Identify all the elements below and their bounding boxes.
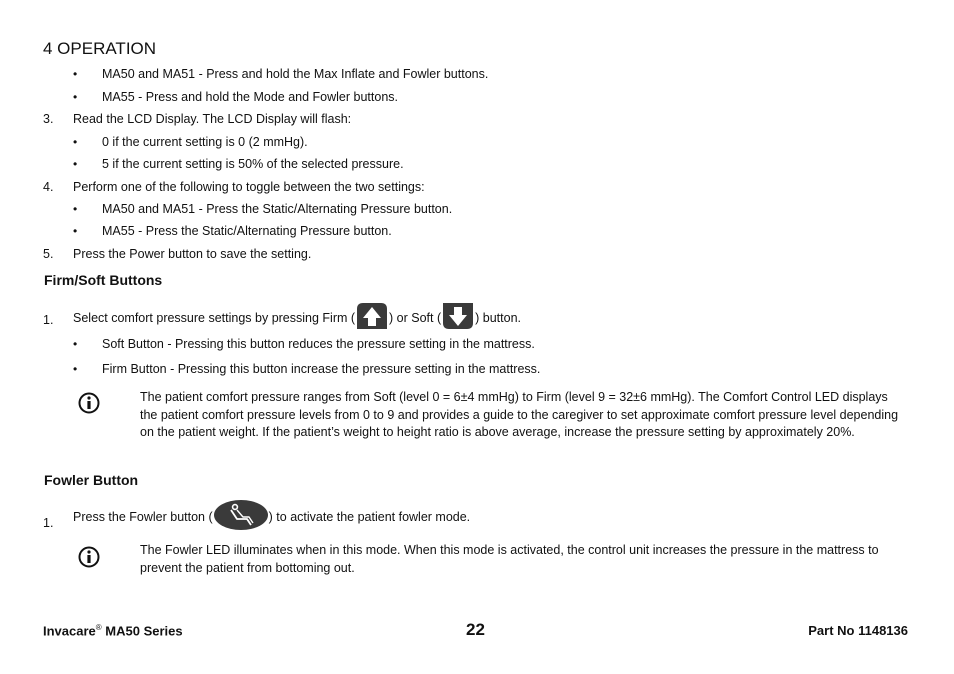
list-marker: • — [73, 337, 78, 351]
list-marker: • — [73, 362, 78, 376]
registered-mark: ® — [95, 623, 102, 632]
part-number: Part No 1148136 — [808, 623, 908, 638]
step-text: ) button. — [475, 310, 522, 325]
list-marker: • — [73, 135, 78, 149]
section-title: 4 OPERATION — [43, 39, 157, 58]
info-note: The Fowler LED illuminates when in this mode. When this mode is activated, the control unit increases the pressure in the mattress to prevent the patient from bottoming out. — [140, 543, 879, 575]
list-item: Firm Button - Pressing this button increase the pressure setting in the mattress. — [102, 362, 541, 376]
list-item: MA55 - Press and hold the Mode and Fowler buttons. — [102, 90, 398, 104]
info-icon — [78, 392, 100, 414]
list-marker: • — [73, 157, 78, 171]
list-marker: • — [73, 67, 78, 81]
step-text: Select comfort pressure settings by pressing Firm ( — [73, 310, 356, 325]
fowler-seat-icon — [213, 499, 269, 535]
list-item: Perform one of the following to toggle between the two settings: — [73, 180, 425, 194]
info-icon — [78, 546, 100, 568]
firm-soft-step — [73, 302, 521, 334]
list-marker: 5. — [43, 247, 54, 261]
list-item: Read the LCD Display. The LCD Display will flash: — [73, 112, 352, 126]
list-marker: • — [73, 90, 78, 104]
brand-name: Invacare — [43, 623, 96, 639]
list-item: MA55 - Press the Static/Alternating Pressure button. — [102, 224, 392, 238]
info-note: The patient comfort pressure ranges from Soft (level 0 = 6±4 mmHg) to Firm (level 9 = 32±6 mmHg). The Comfort Control LED displays the patient comfort pressure levels from 0 to 9 and provides a guide to the caregiver to set approximate comfort pressure level depending on the patient weight. If the patient’s weight to height ratio is above average, increase the pressure setting by approximately 20%. — [140, 390, 899, 439]
subsection-heading: Firm/Soft Buttons — [44, 272, 163, 288]
firm-up-arrow-icon — [355, 301, 389, 335]
step-text: Press the Fowler button ( — [73, 509, 213, 524]
list-marker: • — [73, 202, 78, 216]
footer-brand — [43, 623, 183, 638]
subsection-heading: Fowler Button — [44, 472, 139, 488]
list-marker: • — [73, 224, 78, 238]
series-name: MA50 Series — [101, 623, 183, 639]
list-item: MA50 and MA51 - Press and hold the Max Inflate and Fowler buttons. — [102, 67, 489, 81]
page-number: 22 — [466, 620, 485, 639]
step-text: ) to activate the patient fowler mode. — [268, 509, 471, 524]
list-item: 5 if the current setting is 50% of the selected pressure. — [102, 157, 404, 171]
list-marker: 3. — [43, 112, 54, 126]
list-marker: 4. — [43, 180, 54, 194]
list-item: MA50 and MA51 - Press the Static/Alternating Pressure button. — [102, 202, 453, 216]
list-item: Press the Power button to save the setting. — [73, 247, 312, 261]
fowler-step — [73, 500, 470, 534]
list-marker: 1. — [43, 516, 54, 530]
step-text: ) or Soft ( — [389, 310, 442, 325]
list-marker: 1. — [43, 313, 54, 327]
list-item: Soft Button - Pressing this button reduces the pressure setting in the mattress. — [102, 337, 535, 351]
list-item: 0 if the current setting is 0 (2 mmHg). — [102, 135, 308, 149]
soft-down-arrow-icon — [441, 301, 475, 335]
